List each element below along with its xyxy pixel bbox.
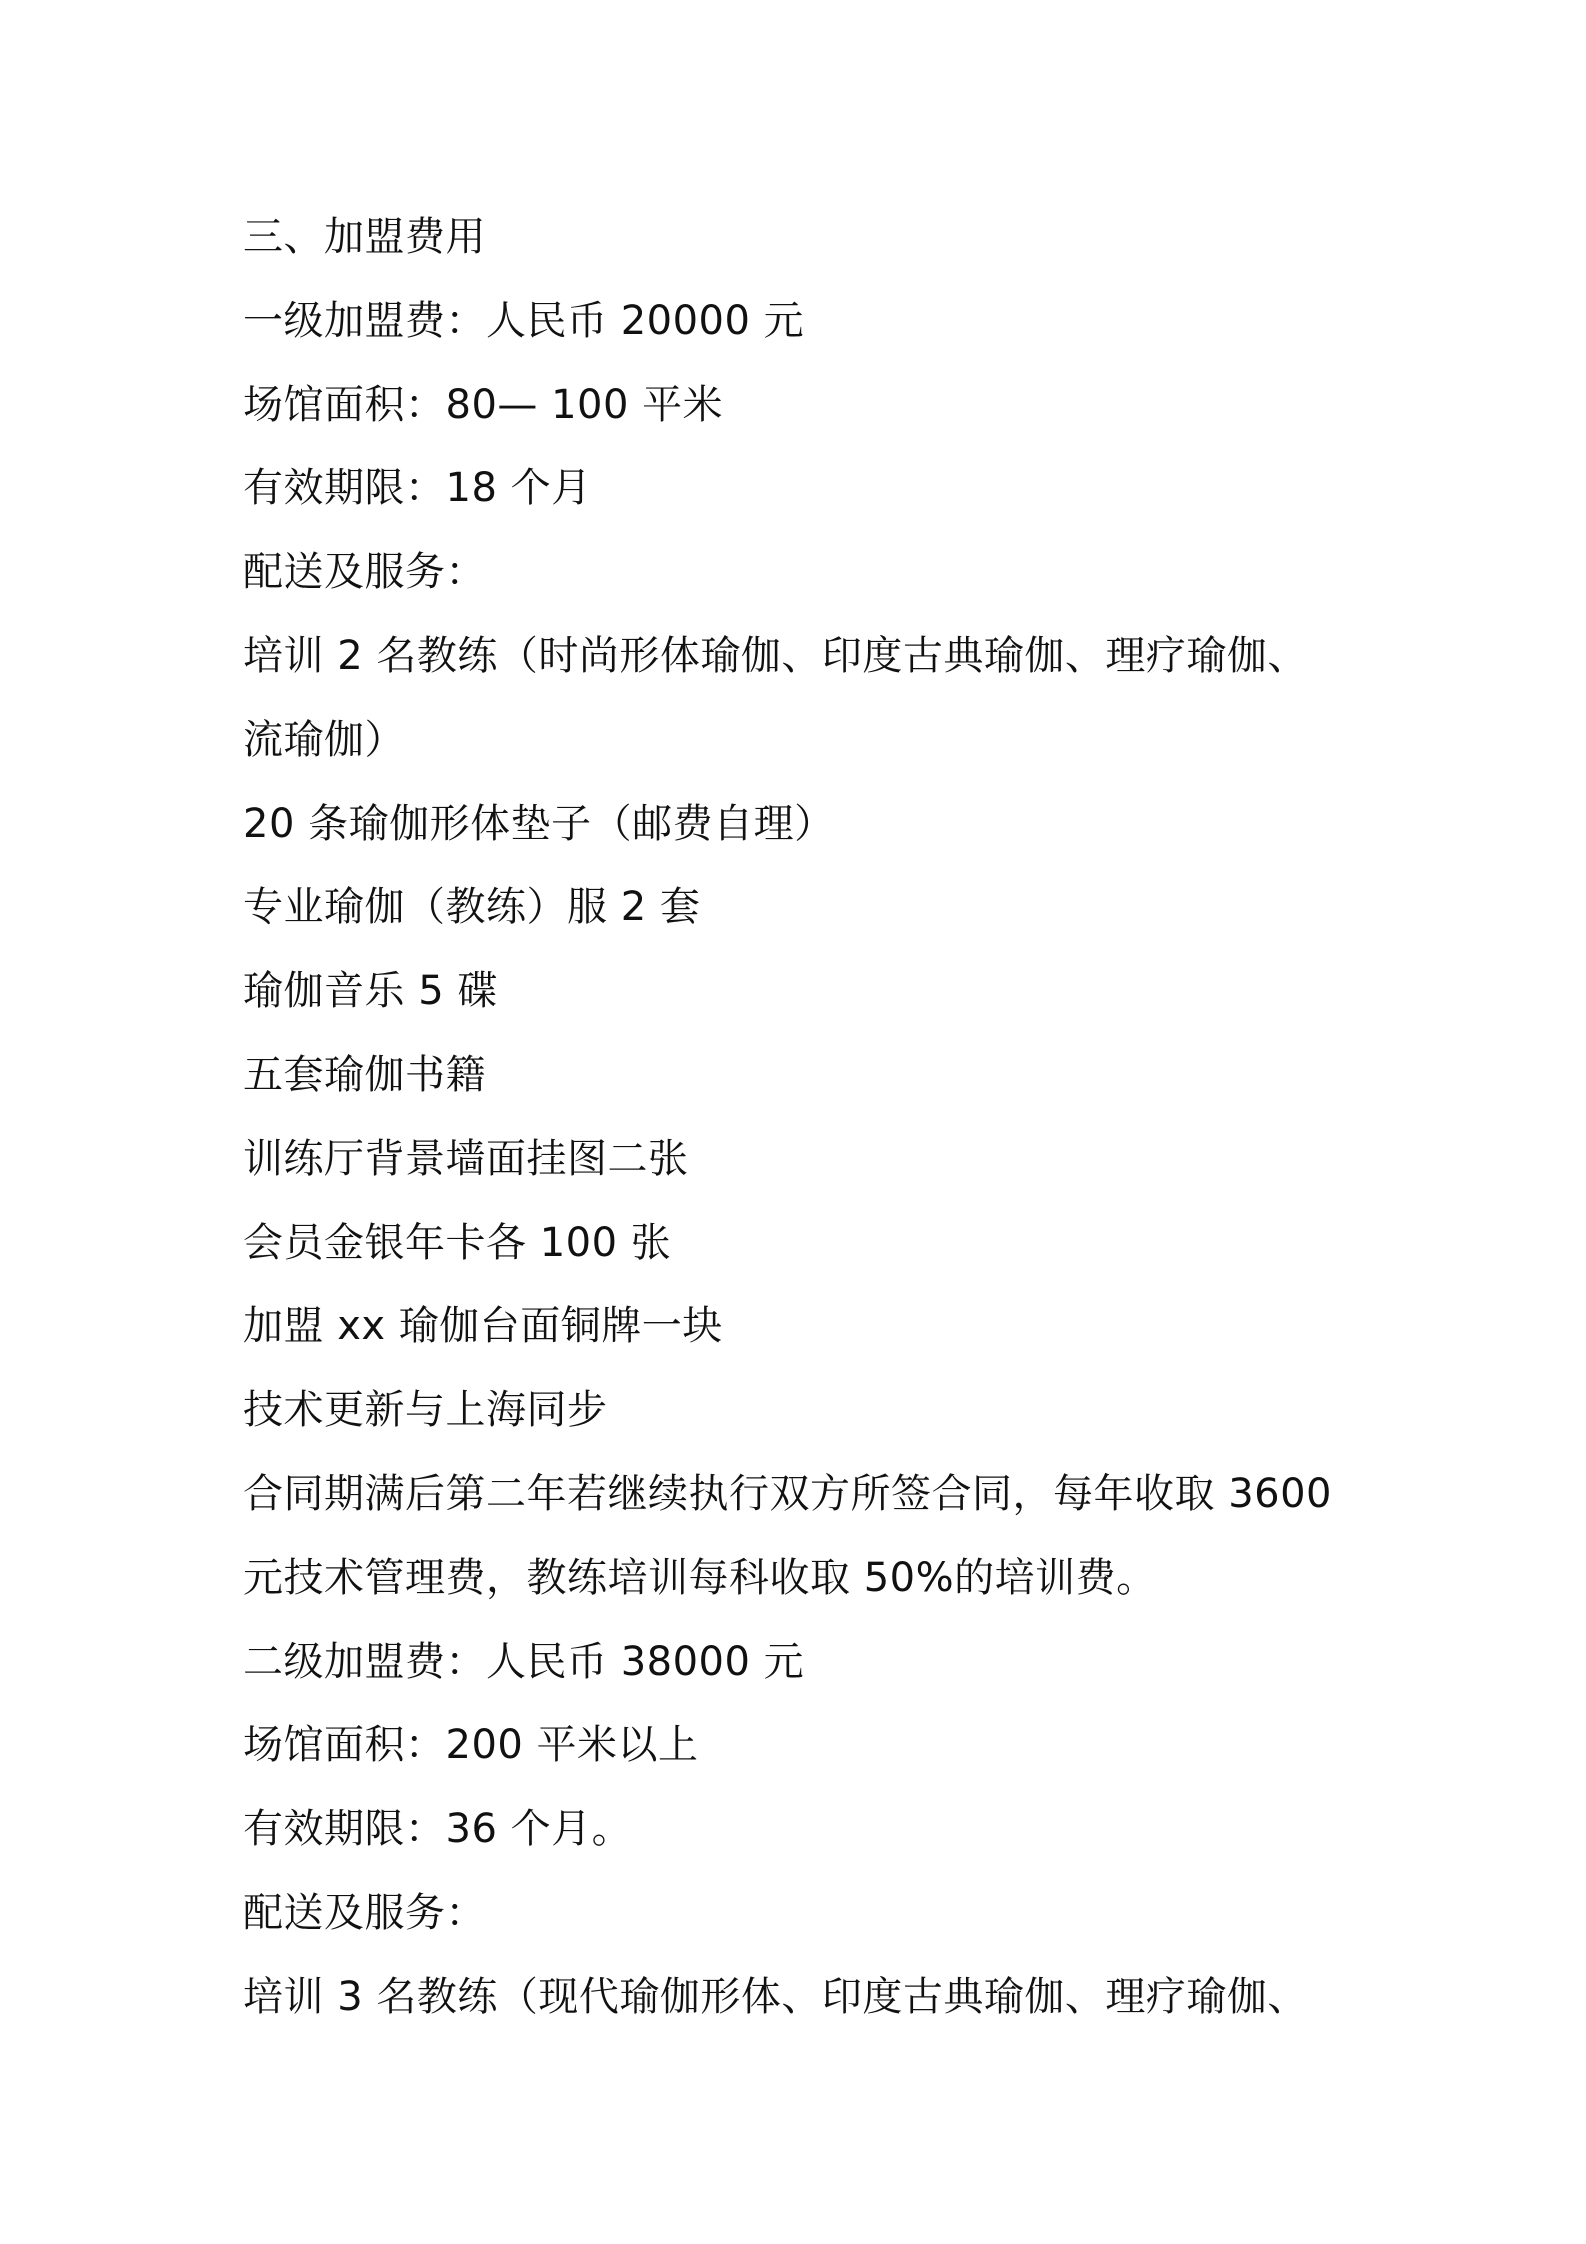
text-line: 有效期限：36 个月。: [243, 1806, 633, 1853]
text-line: 配送及服务：: [243, 1889, 486, 1936]
text-line: 场馆面积：80— 100 平米: [243, 381, 724, 428]
document-body: [243, 196, 1373, 2040]
text-line: 专业瑜伽（教练）服 2 套: [243, 884, 701, 931]
text-line: 有效期限：18 个月: [243, 465, 592, 512]
text-line: 五套瑜伽书籍: [243, 1051, 486, 1098]
text-line: 加盟 xx 瑜伽台面铜牌一块: [243, 1303, 723, 1350]
text-line: 流瑜伽）: [243, 716, 405, 763]
text-line: 配送及服务：: [243, 549, 486, 596]
text-line: 一级加盟费：人民币 20000 元: [243, 297, 805, 344]
text-line: 20 条瑜伽形体垫子（邮费自理）: [243, 800, 835, 847]
text-line: 二级加盟费：人民币 38000 元: [243, 1638, 805, 1685]
text-line: 培训 3 名教练（现代瑜伽形体、印度古典瑜伽、理疗瑜伽、: [243, 1973, 1308, 2020]
text-line: 瑜伽音乐 5 碟: [243, 968, 498, 1015]
text-line: 技术更新与上海同步: [243, 1387, 608, 1434]
text-line: 场馆面积：200 平米以上: [243, 1722, 699, 1769]
section-heading: 三、加盟费用: [243, 214, 486, 260]
text-line: 元技术管理费，教练培训每科收取 50%的培训费。: [243, 1554, 1157, 1601]
text-line: 会员金银年卡各 100 张: [243, 1219, 672, 1266]
text-line: 培训 2 名教练（时尚形体瑜伽、印度古典瑜伽、理疗瑜伽、: [243, 632, 1308, 679]
text-line: 训练厅背景墙面挂图二张: [243, 1135, 689, 1182]
text-line: 合同期满后第二年若继续执行双方所签合同，每年收取 3600: [243, 1470, 1333, 1517]
